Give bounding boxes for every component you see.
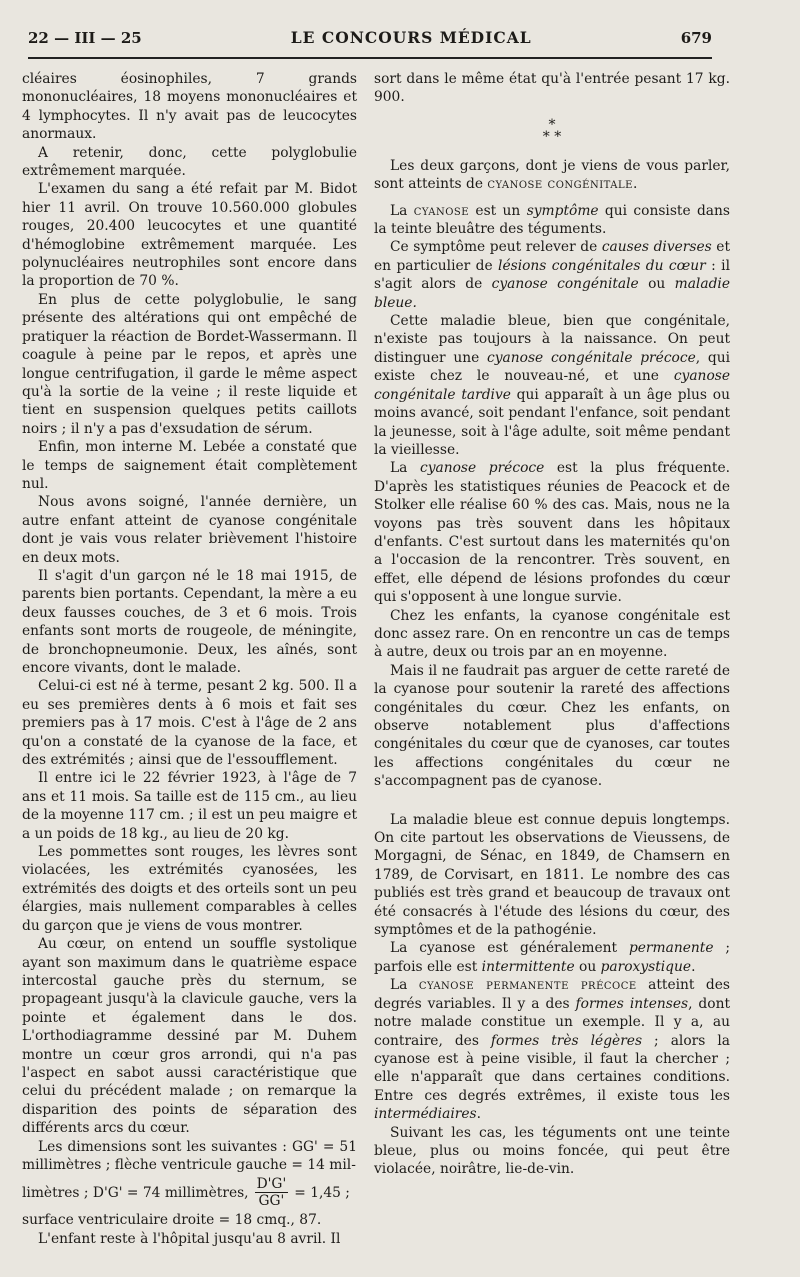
issue-reference: 22 — III — 25 — [28, 29, 142, 47]
paragraph: Les deux garçons, dont je viens de vous parler, sont atteints de cyanose congénitale. — [374, 157, 730, 193]
paragraph: Il s'agit d'un garçon né le 18 mai 1915, de parents bien portants. Cependant, la mère a eu deux fausses couches, de 3 et 6 mois. Trois enfants sont morts de rougeole, de méningite, de bronchopneumonie. Deux, les aînés, sont encore vivants, dont le malade. — [22, 567, 357, 676]
small-caps-term: cyanose permanente précoce — [418, 977, 637, 994]
paragraph: Ce symptôme peut relever de causes diverses et en particulier de lésions congénitales du cœur : il s'agit alors de cyanose congénitale ou maladie bleue. — [374, 239, 730, 311]
running-header — [28, 28, 712, 54]
italic-term: formes très légères — [490, 1032, 643, 1049]
paragraph: Suivant les cas, les téguments ont une teinte bleue, plus ou moins foncée, qui peut être violacée, noirâtre, lie-de-vin. — [374, 1124, 730, 1178]
header-rule — [28, 57, 712, 59]
paragraph: L'examen du sang a été refait par M. Bidot hier 11 avril. On trouve 10.560.000 globules rouges, 20.400 leucocytes et une quantité d'hémoglobine extrêmement marquée. Les polynucléaires neutrophiles sont encore dans la proportion de 70 %. — [22, 181, 357, 290]
paragraph: Les pommettes sont rouges, les lèvres sont violacées, les extrémités cyanosées, les extrémités des doigts et des orteils sont un peu élargies, mais nullement comparables à celles du garçon que je viens de vous montrer. — [22, 844, 357, 934]
italic-term: cyanose congénitale précoce — [487, 349, 696, 366]
italic-term: causes diverses — [601, 239, 712, 256]
italic-term: paroxystique — [600, 958, 692, 975]
italic-term: cyanose congénitale — [491, 276, 639, 293]
paragraph: La cyanose précoce est la plus fréquente. D'après les statistiques réunies de Peacock et de Stolker elle réalise 60 % des cas. Mais, nous ne la voyons pas très souvent dans les hôpitaux d'enfants. C'est surtout dans les maternités qu'on a l'occasion de la rencontrer. Très souvent, en effet, elle dépend de lésions profondes du cœur qui s'opposent à une longue survie. — [374, 460, 730, 606]
separator-stars-bottom: * * — [542, 128, 562, 145]
paragraph: La cyanose est généralement permanente ; parfois elle est intermittente ou paroxystique. — [374, 940, 730, 975]
paragraph: En plus de cette polyglobulie, le sang présente des altérations qui ont empêché de pratiquer la réaction de Bordet-Wassermann. Il coagule à peine par le repos, et après une longue centrifugation, il garde le même aspect qu'à la sortie de la veine ; il reste liquide et tient en suspension quelques petits caillots noirs ; il n'y a pas d'exsudation de sérum. — [22, 291, 357, 437]
paragraph: Chez les enfants, la cyanose congénitale est donc assez rare. On en rencontre un cas de temps à autre, deux ou trois par an en moyenne. — [374, 607, 730, 661]
fraction-denominator: GG' — [258, 1193, 285, 1210]
paragraph: cléaires éosinophiles, 7 grands mononucléaires, 18 moyens mononucléaires et 4 lymphocytes. Il n'y avait pas de leucocytes anormaux. — [22, 71, 357, 143]
journal-title: LE CONCOURS MÉDICAL — [290, 28, 532, 47]
page-number: 679 — [680, 29, 712, 47]
italic-term: cyanose précoce — [419, 460, 545, 477]
fraction-numerator: D'G' — [256, 1176, 287, 1193]
italic-term: maladie bleue. — [374, 276, 730, 311]
paragraph: Les dimensions sont les suivantes : GG' = 51 millimètres ; flèche ventricule gauche = 14 mil- — [22, 1138, 357, 1173]
italic-term: intermédiaires — [374, 1106, 477, 1123]
italic-term: permanente — [628, 940, 714, 957]
italic-term: cyanose congénitale tardive — [374, 368, 730, 403]
paragraph: A retenir, donc, cette polyglobulie extrêmement marquée. — [22, 144, 357, 180]
small-caps-term: cyanose — [413, 202, 470, 219]
fraction — [255, 1176, 289, 1209]
left-column — [22, 70, 357, 1248]
paragraph: L'enfant reste à l'hôpital jusqu'au 8 avril. Il — [38, 1230, 341, 1247]
paragraph: surface ventriculaire droite = 18 cmq., 87. — [22, 1212, 322, 1229]
paragraph: Nous avons soigné, l'année dernière, un autre enfant atteint de cyanose congénitale dont je vais vous relater brièvement l'histoire en deux mots. — [22, 494, 357, 566]
paragraph: La cyanose permanente précoce atteint des degrés variables. Il y a des formes intenses, dont notre malade constitue un exemple. Il y a, au contraire, des formes très légères ; alors la cyanose est à peine visible, il faut la chercher ; elle n'apparaît que dans certaines conditions. Entre ces degrés extrêmes, il existe tous les intermédiaires. — [374, 977, 731, 1123]
paragraph: La cyanose est un symptôme qui consiste dans la teinte bleuâtre des téguments. — [374, 202, 731, 238]
section-separator — [374, 116, 730, 145]
paragraph: Enfin, mon interne M. Lebée a constaté que le temps de saignement était complètement nul. — [22, 439, 357, 492]
paragraph: Cette maladie bleue, bien que congénitale, n'existe pas toujours à la naissance. On peut distinguer une cyanose congénitale précoce, qui existe chez le nouveau-né, et une cyanose congénitale tardive qui apparaît à un âge plus ou moins avancé, soit pendant l'enfance, soit pendant la jeunesse, soit à l'âge adulte, soit même pendant la vieillesse. — [374, 313, 730, 458]
separator-star-top: * — [548, 116, 556, 133]
paragraph: Celui-ci est né à terme, pesant 2 kg. 500. Il a eu ses premières dents à 6 mois et fait ses premiers pas à 17 mois. C'est à l'âge de 2 ans qu'on a constaté de la cyanose de la face, et des extrémités ; ainsi que de l'essoufflement. — [22, 678, 357, 769]
paragraph: Il entre ici le 22 février 1923, à l'âge de 7 ans et 11 mois. Sa taille est de 115 cm., au lieu de la moyenne 117 cm. ; il est un peu maigre et a un poids de 18 kg., au lieu de 20 kg. — [22, 770, 357, 842]
italic-term: formes intenses — [575, 995, 689, 1012]
formula-prefix: limètres ; D'G' = 74 millimètres, — [22, 1184, 249, 1201]
paragraph: La maladie bleue est connue depuis longtemps. On cite partout les observations de Vieussens, de Morgagni, de Sénac, en 1849, de Chamsern en 1789, de Corvisart, en 1811. Le nombre des cas publiés est très grand et beaucoup de travaux ont été consacrés à l'étude des lésions du cœur, des symptômes et de la pathogénie. — [374, 811, 730, 939]
italic-term: intermittente — [481, 958, 575, 975]
paragraph: Mais il ne faudrait pas arguer de cette rareté de la cyanose pour soutenir la rareté des affections congénitales du cœur. Chez les enfants, on observe notablement plus d'affections congénitales du cœur que de cyanoses, car toutes les affections congénitales du cœur ne s'accompagnent pas de cyanose. — [374, 662, 730, 790]
formula-result: = 1,45 ; — [294, 1184, 350, 1201]
small-caps-term: cyanose congénitale — [487, 176, 633, 193]
ratio-formula — [22, 1176, 357, 1209]
italic-term: symptôme — [526, 202, 599, 219]
right-column — [374, 70, 730, 1179]
paragraph: sort dans le même état qu'à l'entrée pesant 17 kg. 900. — [374, 71, 730, 106]
paragraph: Au cœur, on entend un souffle systolique ayant son maximum dans le quatrième espace intercostal gauche près du sternum, se propageant jusqu'à la clavicule gauche, vers la pointe et également dans le dos. L'orthodiagramme dessiné par M. Duhem montre un cœur gros arrondi, qui n'a pas l'aspect en sabot aussi caractéristique que celui du précédent malade ; on remarque la disparition des points de séparation des différents arcs du cœur. — [22, 936, 357, 1137]
italic-term: lésions congénitales du cœur — [498, 257, 706, 274]
